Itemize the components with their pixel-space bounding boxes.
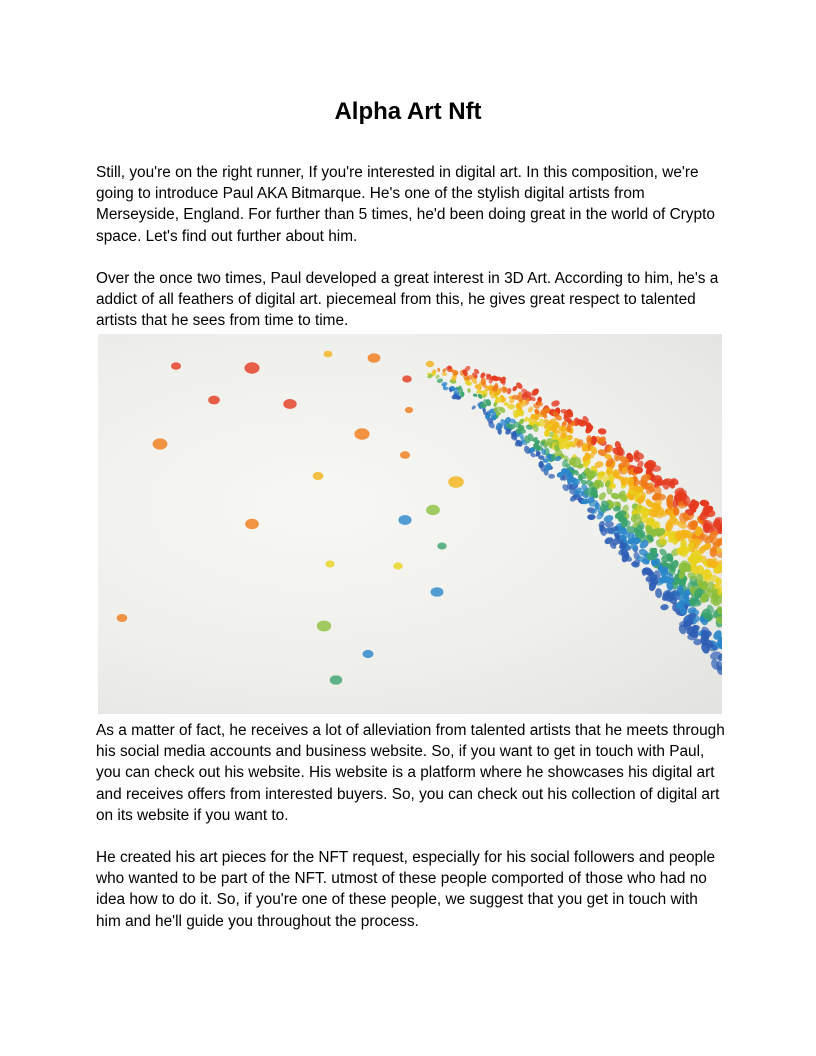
art-piece [548,474,555,479]
art-piece [655,588,663,598]
art-piece [436,378,443,384]
art-piece [171,362,181,369]
art-piece [368,353,381,363]
paragraph-interest: Over the once two times, Paul developed a great interest in 3D Art. According to him, he's a addict of all feathers of digital art. piecemeal from this, he gives great respect to talented artists that he sees from time to time. [96,270,719,330]
art-piece [471,405,477,411]
art-piece [426,505,440,515]
art-piece [442,372,447,376]
paragraph-intro: Still, you're on the right runner, If you're interested in digital art. In this composition, we're going to introduce Paul AKA Bitmarque. He's one of the stylish digital artists from Merseyside, England. For further than 5 times, he'd been doing great in the world of Crypto space. Let's find out further about him. [96,164,715,245]
art-piece [354,428,369,439]
art-piece [398,515,411,525]
art-piece [597,428,606,435]
art-piece [393,562,403,569]
art-piece [448,476,464,488]
art-piece [405,407,413,413]
art-piece [431,587,444,597]
art-piece [530,387,540,397]
rainbow-art-image [98,334,722,714]
art-piece [660,604,669,611]
art-piece [330,675,343,684]
art-piece [208,396,220,405]
art-piece [449,369,454,372]
art-piece [325,561,334,568]
art-piece [597,491,607,502]
art-piece [437,367,441,372]
art-piece [467,388,471,393]
art-piece [324,351,333,358]
art-piece [117,614,128,622]
art-pieces [117,351,722,685]
art-piece [400,451,410,459]
document-title: Alpha Art Nft [334,98,482,125]
art-piece [283,399,296,409]
art-piece [317,621,331,632]
art-piece [550,399,560,407]
paragraph-nft: He created his art pieces for the NFT request, especially for his social followers and people who wanted to be part of the NFT. utmost of these people comported of those who had no idea how to do it. So, if you're one of these people, we suggest that you get in touch with him and he'll guide you throughout the process. [96,849,716,930]
rainbow-art-illustration [98,334,722,714]
paragraph-website: As a matter of fact, he receives a lot of alleviation from talented artists that he meets through his social media accounts and business website. So, if you want to get in touch with Paul, you can check out his website. His website is a platform where he showcases his digital art and receives offers from interested buyers. So, you can check out his collection of digital art on its website if you want to. [96,722,725,824]
art-piece [527,406,534,414]
art-piece [402,375,412,382]
art-piece [244,362,259,373]
art-piece [426,361,434,367]
art-piece [245,519,259,529]
art-piece [153,438,168,449]
art-piece [363,650,374,658]
art-piece [473,393,478,397]
art-piece [587,514,595,520]
art-piece [437,543,446,550]
art-piece [313,472,324,480]
